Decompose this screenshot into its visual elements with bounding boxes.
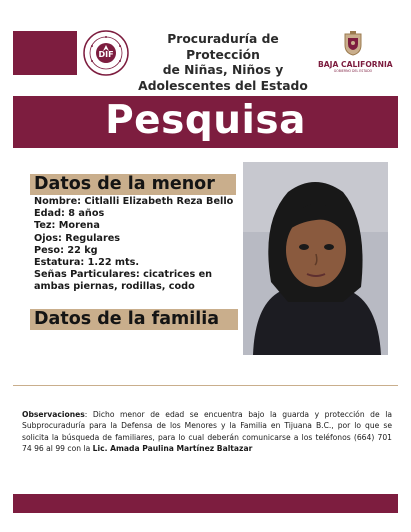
detail-value: 8 años [68, 208, 105, 220]
observations-text [22, 409, 392, 455]
logo-name: BAJA CALIFORNIA [318, 60, 393, 69]
observations-body: : Dicho menor de edad se encuentra bajo la guarda y protección de la Subprocuraduría para la Defensa de los Menores y la Familia en Tijuana B.C., por lo que se solicita la búsqueda de familiares, para lo cual deberán comunicarse a los teléfonos (664) 701 74 96 al 99 con la [22, 410, 392, 454]
detail-row-ojos [34, 233, 240, 245]
detail-value: Citlalli Elizabeth Reza Bello [84, 196, 234, 207]
seal-text: DIF [98, 50, 114, 59]
detail-label: Señas Particulares: [34, 269, 140, 281]
detail-label: Nombre: [34, 196, 82, 207]
detail-label: Peso: [34, 244, 64, 256]
baja-california-logo [318, 30, 393, 74]
detail-value: Regulares [65, 232, 121, 244]
header-color-block [13, 31, 77, 75]
section-divider [13, 385, 398, 386]
detail-row-edad [34, 208, 240, 220]
observations-contact: Lic. Amada Paulina Martínez Baltazar [92, 444, 253, 454]
coat-of-arms-icon [342, 30, 364, 56]
observations-label: Observaciones [22, 410, 85, 419]
footer-bar [13, 494, 398, 513]
agency-line-2: de Niñas, Niños y [162, 63, 284, 77]
child-photo [243, 162, 388, 355]
detail-row-senas [34, 269, 240, 293]
detail-label: Edad: [34, 208, 65, 220]
detail-value: Morena [58, 220, 100, 232]
logo-subtitle: GOBIERNO DEL ESTADO [333, 69, 373, 73]
detail-row-tez [34, 220, 240, 232]
detail-row-estatura [34, 257, 240, 269]
child-details [34, 196, 240, 294]
detail-row-peso [34, 245, 240, 257]
section-heading-familia: Datos de la familia [30, 309, 238, 330]
detail-label: Estatura: [34, 257, 85, 269]
agency-line-3: Adolescentes del Estado [138, 78, 308, 93]
section-heading-menor: Datos de la menor [30, 174, 236, 195]
page-title: Pesquisa [105, 98, 306, 143]
detail-value: cicatrices en ambas piernas, rodillas, codo [34, 269, 213, 293]
title-band [13, 96, 398, 148]
detail-row-nombre [34, 196, 240, 208]
dif-seal-logo [83, 30, 129, 76]
detail-value: 1.22 mts. [87, 257, 140, 269]
agency-name [134, 32, 312, 94]
agency-line-1: Procuraduría de Protección [167, 32, 279, 62]
detail-label: Tez: [34, 220, 56, 232]
detail-label: Ojos: [34, 232, 62, 244]
detail-value: 22 kg [67, 244, 98, 256]
